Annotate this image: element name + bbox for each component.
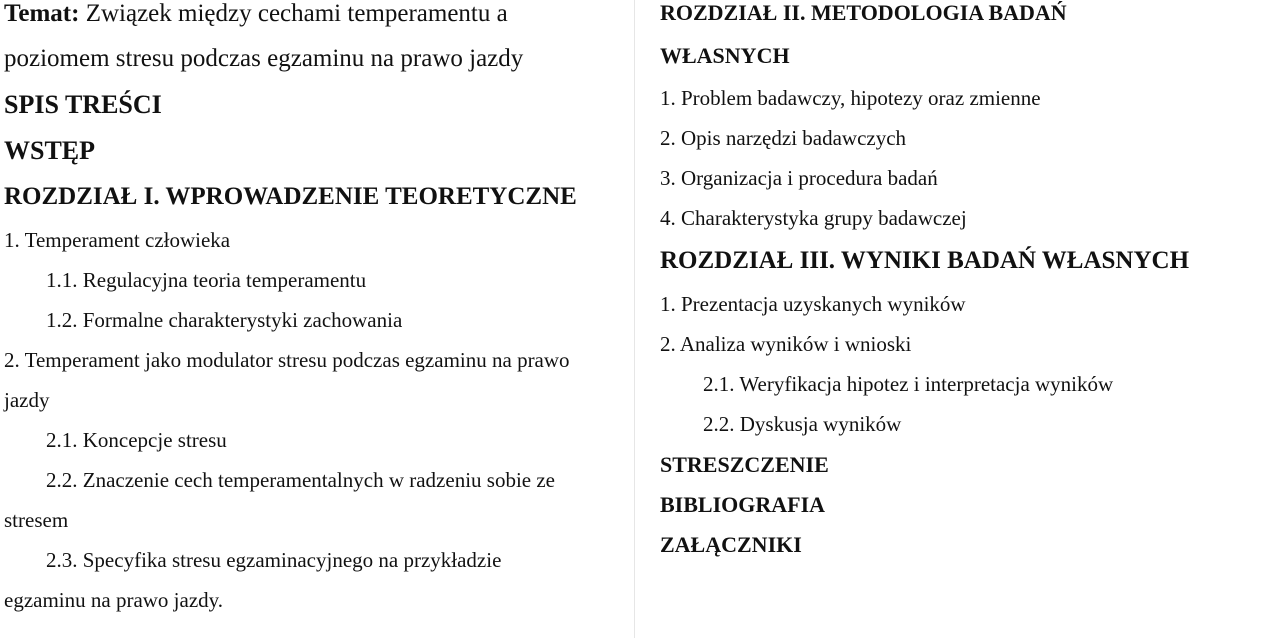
toc-item: 2.2. Dyskusja wyników [703, 412, 902, 436]
toc-item: 4. Charakterystyka grupy badawczej [660, 206, 967, 230]
toc-item: 2. Analiza wyników i wnioski [660, 332, 912, 356]
toc-intro: WSTĘP [4, 136, 96, 165]
toc-item: 2.2. Znaczenie cech temperamentalnych w radzeniu sobie ze [46, 468, 555, 492]
toc-item: 2. Opis narzędzi badawczych [660, 126, 907, 150]
toc-appendices: ZAŁĄCZNIKI [660, 532, 802, 557]
document-title-line-1 [4, 1, 508, 26]
toc-item: 2.1. Weryfikacja hipotez i interpretacja wyników [703, 372, 1114, 396]
toc-item: 1.1. Regulacyjna teoria temperamentu [46, 268, 367, 292]
toc-item: jazdy [4, 388, 50, 412]
document-title-line-2: poziomem stresu podczas egzaminu na prawo jazdy [4, 45, 524, 72]
document-page-left [0, 0, 634, 638]
toc-item: 2. Temperament jako modulator stresu podczas egzaminu na prawo [4, 348, 570, 372]
toc-chapter-1: ROZDZIAŁ I. WPROWADZENIE TEORETYCZNE [4, 183, 577, 210]
title-label: Temat: [4, 0, 80, 27]
toc-chapter-2-line-1: ROZDZIAŁ II. METODOLOGIA BADAŃ [660, 0, 1067, 25]
toc-item: 1.2. Formalne charakterystyki zachowania [46, 308, 403, 332]
document-page-right [636, 0, 1280, 638]
page-divider [634, 0, 635, 638]
toc-item: 1. Temperament człowieka [4, 228, 231, 252]
title-text-1: Związek między cechami temperamentu a [85, 0, 508, 27]
toc-item: 3. Organizacja i procedura badań [660, 166, 938, 190]
toc-heading: SPIS TREŚCI [4, 90, 162, 119]
toc-chapter-3: ROZDZIAŁ III. WYNIKI BADAŃ WŁASNYCH [660, 247, 1190, 274]
toc-item: 2.3. Specyfika stresu egzaminacyjnego na przykładzie [46, 548, 502, 572]
toc-item: egzaminu na prawo jazdy. [4, 588, 224, 612]
toc-bibliography: BIBLIOGRAFIA [660, 492, 826, 517]
toc-chapter-2-line-2: WŁASNYCH [660, 43, 790, 68]
toc-item: stresem [4, 508, 69, 532]
toc-item: 1. Problem badawczy, hipotezy oraz zmienne [660, 86, 1041, 110]
toc-item: 1. Prezentacja uzyskanych wyników [660, 292, 966, 316]
toc-summary: STRESZCZENIE [660, 452, 829, 477]
toc-item: 2.1. Koncepcje stresu [46, 428, 227, 452]
